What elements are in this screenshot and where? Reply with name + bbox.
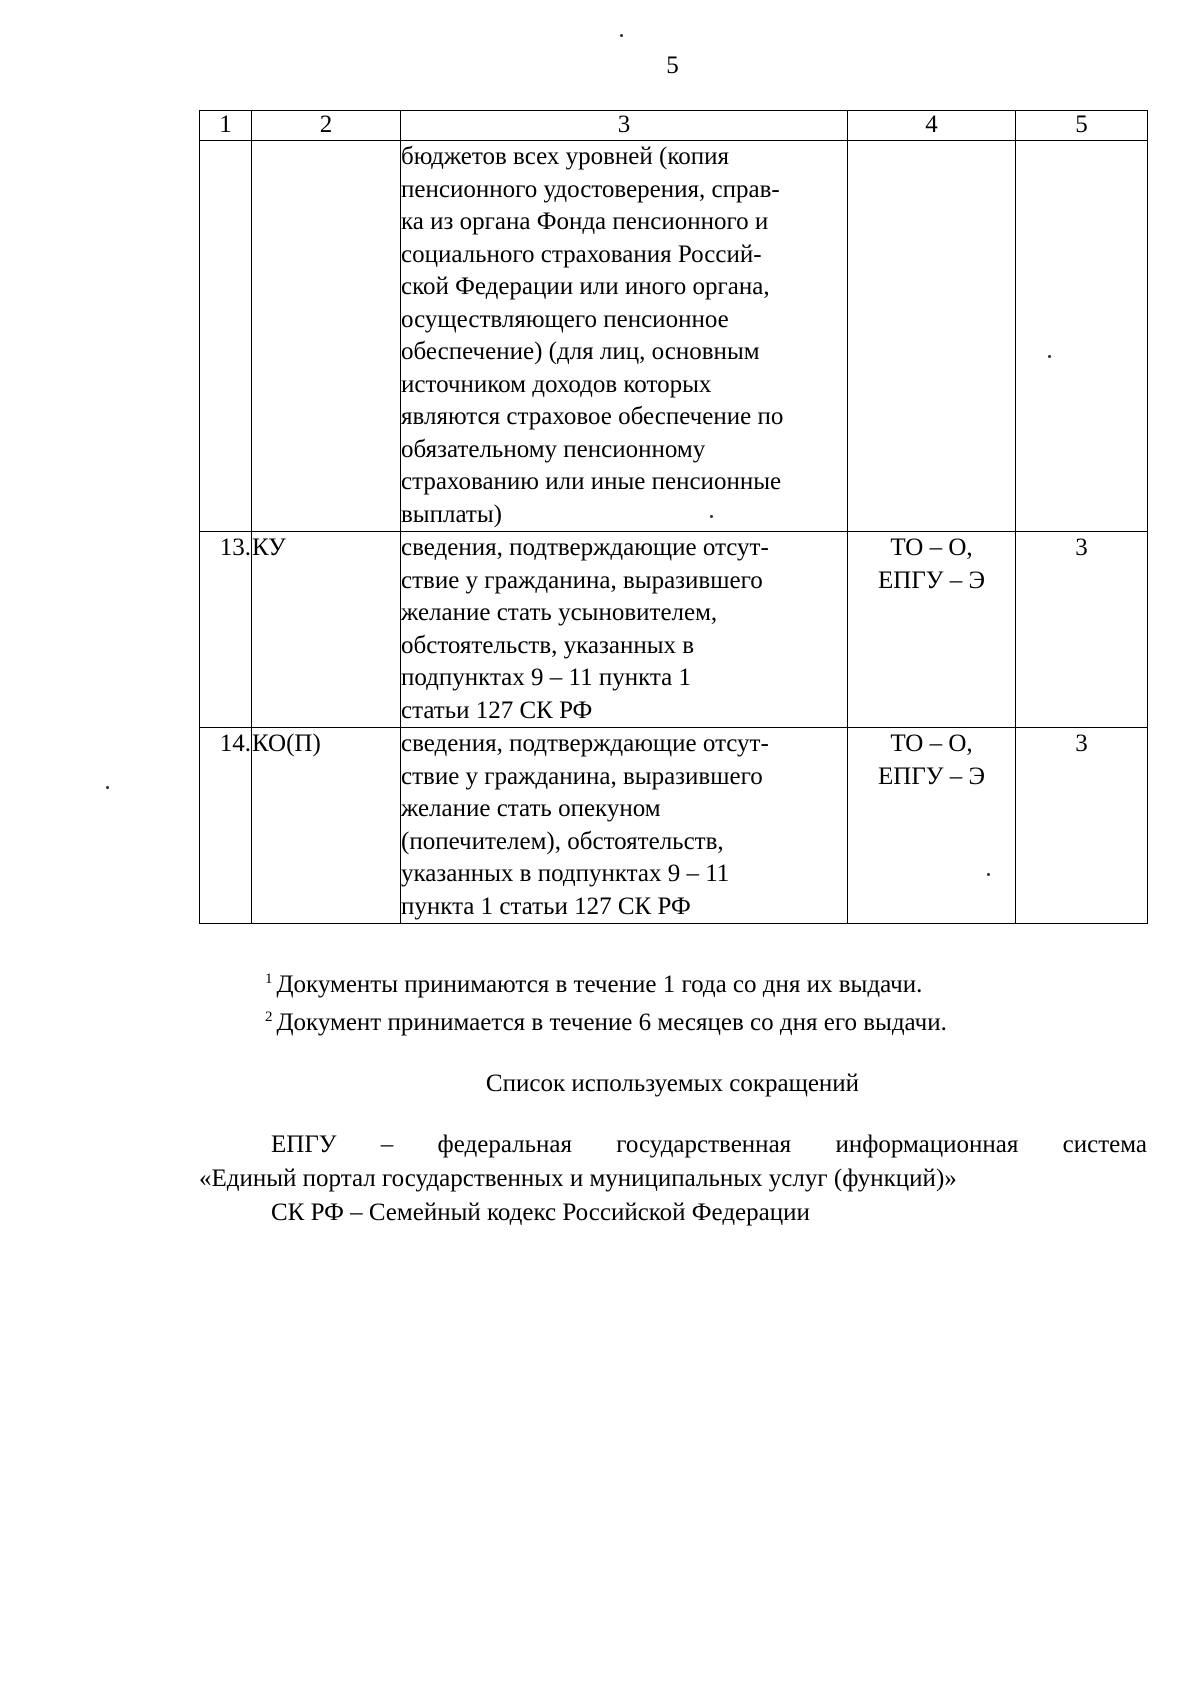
- submission-method-cell: [848, 532, 1016, 728]
- method-line: ЕПГУ – Э: [878, 762, 985, 790]
- scan-speck: [987, 873, 990, 876]
- abbreviations-title: Список используемых сокращений: [485, 1070, 860, 1097]
- table-header-row: [200, 111, 1148, 141]
- description-line: указанных в подпунктах 9 – 11: [401, 860, 730, 887]
- description-line: пенсионного удостоверения, справ-: [401, 175, 780, 203]
- document-code-cell: КУ: [252, 532, 401, 728]
- description-line: сведения, подтверждающие отсут-: [401, 534, 769, 561]
- footnote-text: Документы принимаются в течение 1 года со дня их выдачи.: [276, 971, 923, 998]
- table-row: [200, 141, 1148, 532]
- footnote: [265, 1001, 947, 1039]
- description-line: желание стать опекуном: [401, 795, 661, 822]
- footnote: [265, 963, 947, 1001]
- description-line: обязательному пенсионному: [401, 435, 706, 463]
- column-header: 1: [200, 111, 252, 141]
- abbreviation-epgu-line2: «Единый портал государственных и муниципальных услуг (функций)»: [199, 1165, 957, 1192]
- description-line: ствие у гражданина, выразившего: [401, 566, 763, 594]
- description-line: источником доходов которых: [401, 370, 712, 398]
- abbreviations-list: [199, 1128, 1147, 1230]
- table-row: [200, 728, 1148, 924]
- description-line: обстоятельств, указанных в: [401, 631, 695, 659]
- description-line: подпунктах 9 – 11 пункта 1: [401, 664, 692, 691]
- footnote-mark: 1: [265, 971, 273, 987]
- document-description-cell: [401, 728, 848, 924]
- scan-speck: [620, 34, 623, 37]
- method-line: ЕПГУ – Э: [878, 566, 985, 594]
- description-line: бюджетов всех уровней (копия: [401, 143, 729, 170]
- submission-method-cell: [848, 728, 1016, 924]
- row-number-cell: 14.: [200, 728, 252, 924]
- description-line: являются страховое обеспечение по: [401, 403, 784, 430]
- column-header: 3: [401, 111, 848, 141]
- document-code-cell: КО(П): [252, 728, 401, 924]
- description-line: выплаты): [401, 500, 502, 528]
- description-line: ствие у гражданина, выразившего: [401, 762, 763, 790]
- description-line: статьи 127 СК РФ: [401, 696, 593, 724]
- document-description-cell: [401, 141, 848, 532]
- column-header: 2: [252, 111, 401, 141]
- page-number: 5: [666, 52, 679, 79]
- description-line: ской Федерации или иного органа,: [401, 273, 770, 300]
- description-line: пункта 1 статьи 127 СК РФ: [401, 892, 691, 920]
- description-line: осуществляющего пенсионное: [401, 305, 729, 333]
- footnotes: [265, 963, 947, 1039]
- submission-method-cell: [848, 141, 1016, 532]
- scan-speck: [1048, 355, 1051, 358]
- table-row: [200, 532, 1148, 728]
- description-line: ка из органа Фонда пенсионного и: [401, 208, 769, 235]
- documents-table: [199, 110, 1148, 924]
- footnote-mark: 2: [265, 1009, 273, 1025]
- scan-speck: [106, 786, 109, 789]
- footnote-text: Документ принимается в течение 6 месяцев со дня его выдачи.: [276, 1009, 947, 1036]
- document-code-cell: [252, 141, 401, 532]
- scan-speck: [710, 515, 713, 518]
- method-line: ТО – О,: [890, 534, 973, 561]
- term-cell: 3: [1016, 532, 1148, 728]
- description-line: желание стать усыновителем,: [401, 599, 718, 626]
- description-line: социального страхования Россий-: [401, 240, 762, 268]
- description-line: (попечителем), обстоятельств,: [401, 827, 724, 855]
- column-header: 5: [1016, 111, 1148, 141]
- row-number-cell: [200, 141, 252, 532]
- document-description-cell: [401, 532, 848, 728]
- column-header: 4: [848, 111, 1016, 141]
- description-line: сведения, подтверждающие отсут-: [401, 730, 769, 757]
- row-number-cell: 13.: [200, 532, 252, 728]
- method-line: ТО – О,: [890, 730, 973, 757]
- term-cell: [1016, 141, 1148, 532]
- term-cell: 3: [1016, 728, 1148, 924]
- abbreviation-skrf: СК РФ – Семейный кодекс Российской Федерации: [271, 1199, 810, 1226]
- abbreviation-epgu-line1: ЕПГУ – федеральная государственная информационная система: [271, 1131, 1147, 1158]
- description-line: страхованию или иные пенсионные: [401, 468, 782, 495]
- description-line: обеспечение) (для лиц, основным: [401, 338, 760, 365]
